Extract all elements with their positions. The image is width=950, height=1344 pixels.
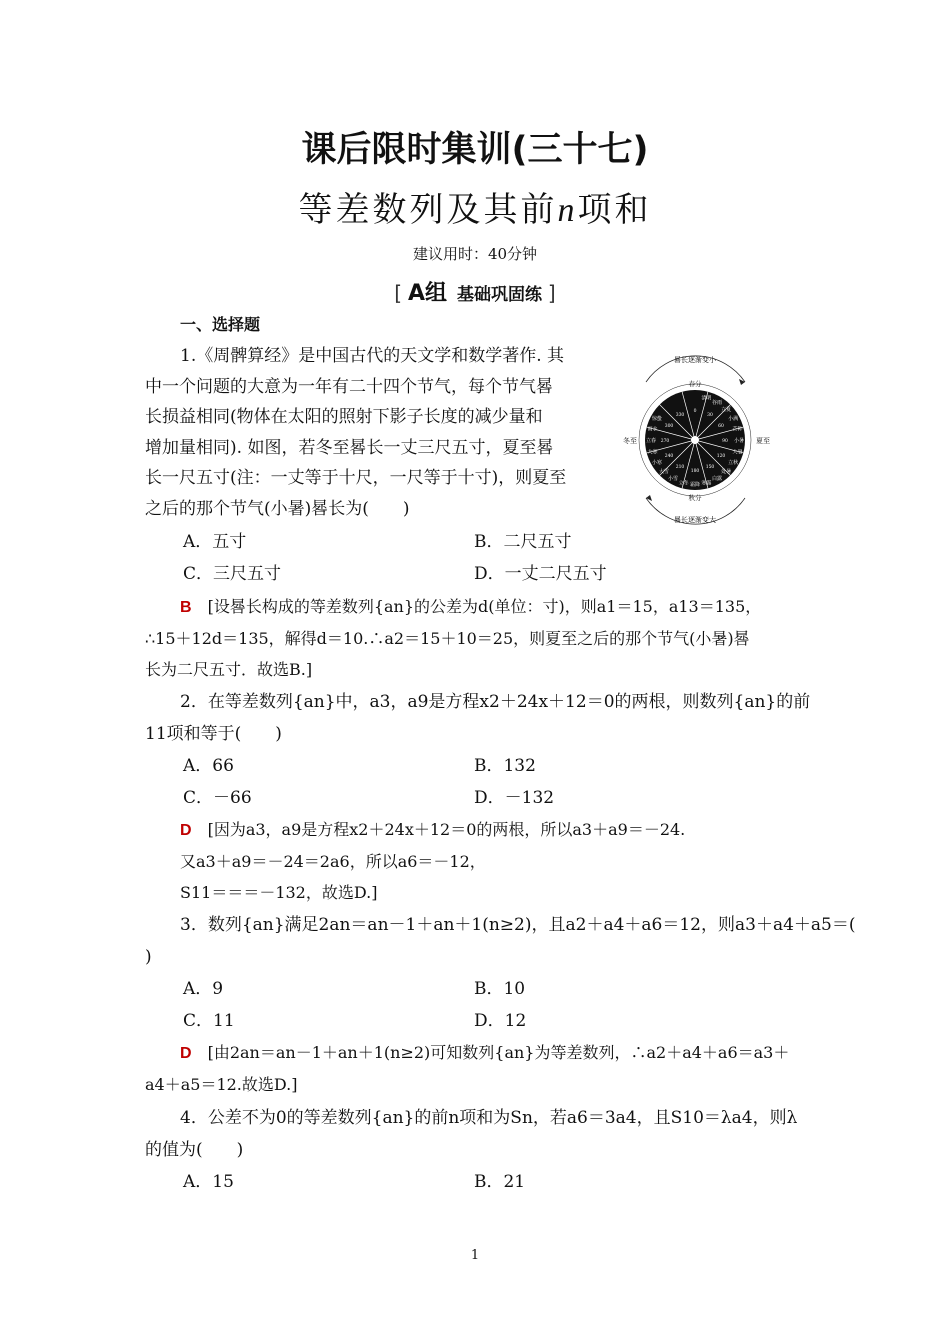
- diagram-value-label: 60: [718, 424, 724, 429]
- diagram-value-label: 300: [664, 424, 674, 429]
- diagram-value-label: 90: [722, 439, 728, 444]
- q2-option-a: A．66: [183, 756, 234, 776]
- diagram-term-label: 大雪: [658, 469, 669, 476]
- time-note: 建议用时：40分钟: [412, 245, 538, 263]
- q1-answer-line: 长为二尺五寸．故选B.]: [145, 660, 313, 679]
- diagram-top-label: 晷长逐渐变小: [674, 356, 716, 364]
- diagram-term-label: 芒种: [732, 426, 743, 433]
- diagram-term-label: 立冬: [678, 480, 689, 487]
- diagram-value-label: 240: [664, 454, 674, 459]
- diagram-bottom-label: 晷长逐渐变大: [674, 516, 716, 524]
- q1-answer-line: ∴15＋12d＝135，解得d＝10.∴a2＝15＋10＝25，则夏至之后的那个节气(小暑)晷: [145, 629, 750, 648]
- diagram-term-label: 立春: [645, 438, 657, 444]
- q1-line: 长损益相同(物体在太阳的照射下影子长度的减少量和: [145, 407, 543, 427]
- diagram-value-label: 30: [707, 413, 713, 418]
- q2-answer-line: S11＝＝＝－132，故选D.]: [180, 883, 378, 902]
- subtitle-n: n: [557, 192, 578, 229]
- section-heading: 一、选择题: [180, 315, 261, 334]
- q2-answer-line: 又a3＋a9＝－24＝2a6，所以a6＝－12，: [180, 852, 486, 871]
- q1-line: 之后的那个节气(小暑)晷长为( ): [145, 499, 410, 519]
- diagram-top-term: 春分: [688, 380, 702, 388]
- diagram-left-label: 冬至: [623, 437, 637, 445]
- diagram-value-label: 0: [693, 409, 697, 414]
- q3-line: 3．数列{an}满足2an＝an－1＋an＋1(n≥2)，且a2＋a4＋a6＝12，则a3＋a4＋a5＝(: [180, 915, 856, 935]
- q1-option-d: D．一丈二尺五寸: [474, 564, 607, 584]
- diagram-value-label: 270: [660, 439, 670, 444]
- diagram-bottom-term: 秋分: [688, 494, 702, 502]
- diagram-term-label: 白露: [711, 476, 723, 483]
- diagram-term-label: 雨水: [647, 426, 658, 433]
- subtitle-pre: 等差数列及其前: [298, 190, 558, 230]
- page-number: 1: [470, 1248, 480, 1263]
- q1-line: 1.《周髀算经》是中国古代的天文学和数学著作. 其: [180, 346, 565, 366]
- q2-line: 2．在等差数列{an}中，a3，a9是方程x2＋24x＋12＝0的两根，则数列{an}的前: [180, 692, 811, 712]
- diagram-value-label: 330: [675, 413, 685, 418]
- diagram-term-label: 小雪: [667, 476, 679, 483]
- diagram-value-label: 120: [716, 454, 726, 459]
- q4-line: 4．公差不为0的等差数列{an}的前n项和为Sn，若a6＝3a4，且S10＝λa4，则λ: [180, 1108, 798, 1128]
- q2-option-b: B．132: [474, 756, 536, 776]
- q3-answer-text: [由2an＝an－1＋an＋1(n≥2)可知数列{an}为等差数列，∴a2＋a4＋a6＝a3＋: [207, 1043, 790, 1062]
- diagram-term-label: 处暑: [721, 469, 732, 476]
- diagram-term-label: 寒露: [701, 480, 712, 487]
- subtitle-post: 项和: [577, 190, 652, 230]
- q3-option-c: C．11: [183, 1011, 235, 1031]
- group-label: A组: [408, 281, 448, 306]
- diagram-term-label: 清明: [701, 395, 712, 402]
- diagram-term-label: 立夏: [721, 406, 732, 413]
- diagram-term-label: 谷雨: [711, 399, 723, 406]
- diagram-value-label: 210: [675, 465, 685, 470]
- group-bracket-open: [: [394, 281, 403, 305]
- diagram-term-label: 小寒: [651, 460, 662, 466]
- diagram-value-label: 150: [705, 465, 715, 470]
- group-heading: [0, 276, 950, 307]
- q2-option-d: D．－132: [474, 788, 555, 808]
- q3-answer-key: D: [180, 1045, 192, 1062]
- q1-answer-key: B: [180, 599, 192, 616]
- q1-line: 中一个问题的大意为一年有二十四个节气，每个节气晷: [145, 377, 553, 397]
- group-bracket-close: ]: [547, 281, 556, 305]
- diagram-term-label: 小暑: [733, 438, 745, 444]
- q2-answer-text: [因为a3，a9是方程x2＋24x＋12＝0的两根，所以a3＋a9＝－24.: [207, 820, 686, 839]
- page-subtitle: [0, 182, 950, 231]
- q4-line: 的值为( ): [145, 1140, 244, 1160]
- q3-option-d: D．12: [474, 1011, 527, 1031]
- solar-terms-diagram: [618, 352, 773, 527]
- diagram-term-label: 大寒: [647, 449, 658, 456]
- q3-answer-line: [180, 1042, 789, 1065]
- q2-line: 11项和等于( ): [145, 724, 282, 744]
- page-title: 课后限时集训(三十七): [301, 130, 649, 170]
- diagram-term-label: 小满: [728, 416, 739, 422]
- diagram-term-label: 立秋: [728, 460, 739, 466]
- q1-option-b: B．二尺五寸: [474, 532, 572, 552]
- q2-answer-line: [180, 819, 685, 842]
- q1-option-c: C．三尺五寸: [183, 564, 282, 584]
- diagram-value-label: 180: [690, 469, 700, 474]
- q2-answer-key: D: [180, 822, 192, 839]
- q4-option-b: B．21: [474, 1172, 526, 1192]
- diagram-term-label: 惊蛰: [651, 416, 662, 422]
- q1-answer-text: [设晷长构成的等差数列{an}的公差为d(单位：寸)，则a1＝15，a13＝135，: [207, 597, 762, 616]
- group-name: 基础巩固练: [456, 285, 542, 305]
- diagram-right-label: 夏至: [756, 437, 770, 445]
- q1-option-a: A．五寸: [183, 532, 247, 552]
- q3-answer-line: a4＋a5＝12.故选D.]: [145, 1075, 298, 1094]
- q1-answer-line: [180, 596, 761, 619]
- q1-line: 长一尺五寸(注：一丈等于十尺，一尺等于十寸)，则夏至: [145, 468, 567, 488]
- q3-line: ): [145, 947, 152, 967]
- diagram-term-label: 霜降: [689, 482, 701, 488]
- q4-option-a: A．15: [183, 1172, 234, 1192]
- q2-option-c: C．－66: [183, 788, 252, 808]
- q3-option-b: B．10: [474, 979, 526, 999]
- diagram-term-label: 大暑: [732, 449, 743, 456]
- q3-option-a: A．9: [183, 979, 224, 999]
- q1-line: 增加量相同). 如图，若冬至晷长一丈三尺五寸，夏至晷: [145, 438, 554, 458]
